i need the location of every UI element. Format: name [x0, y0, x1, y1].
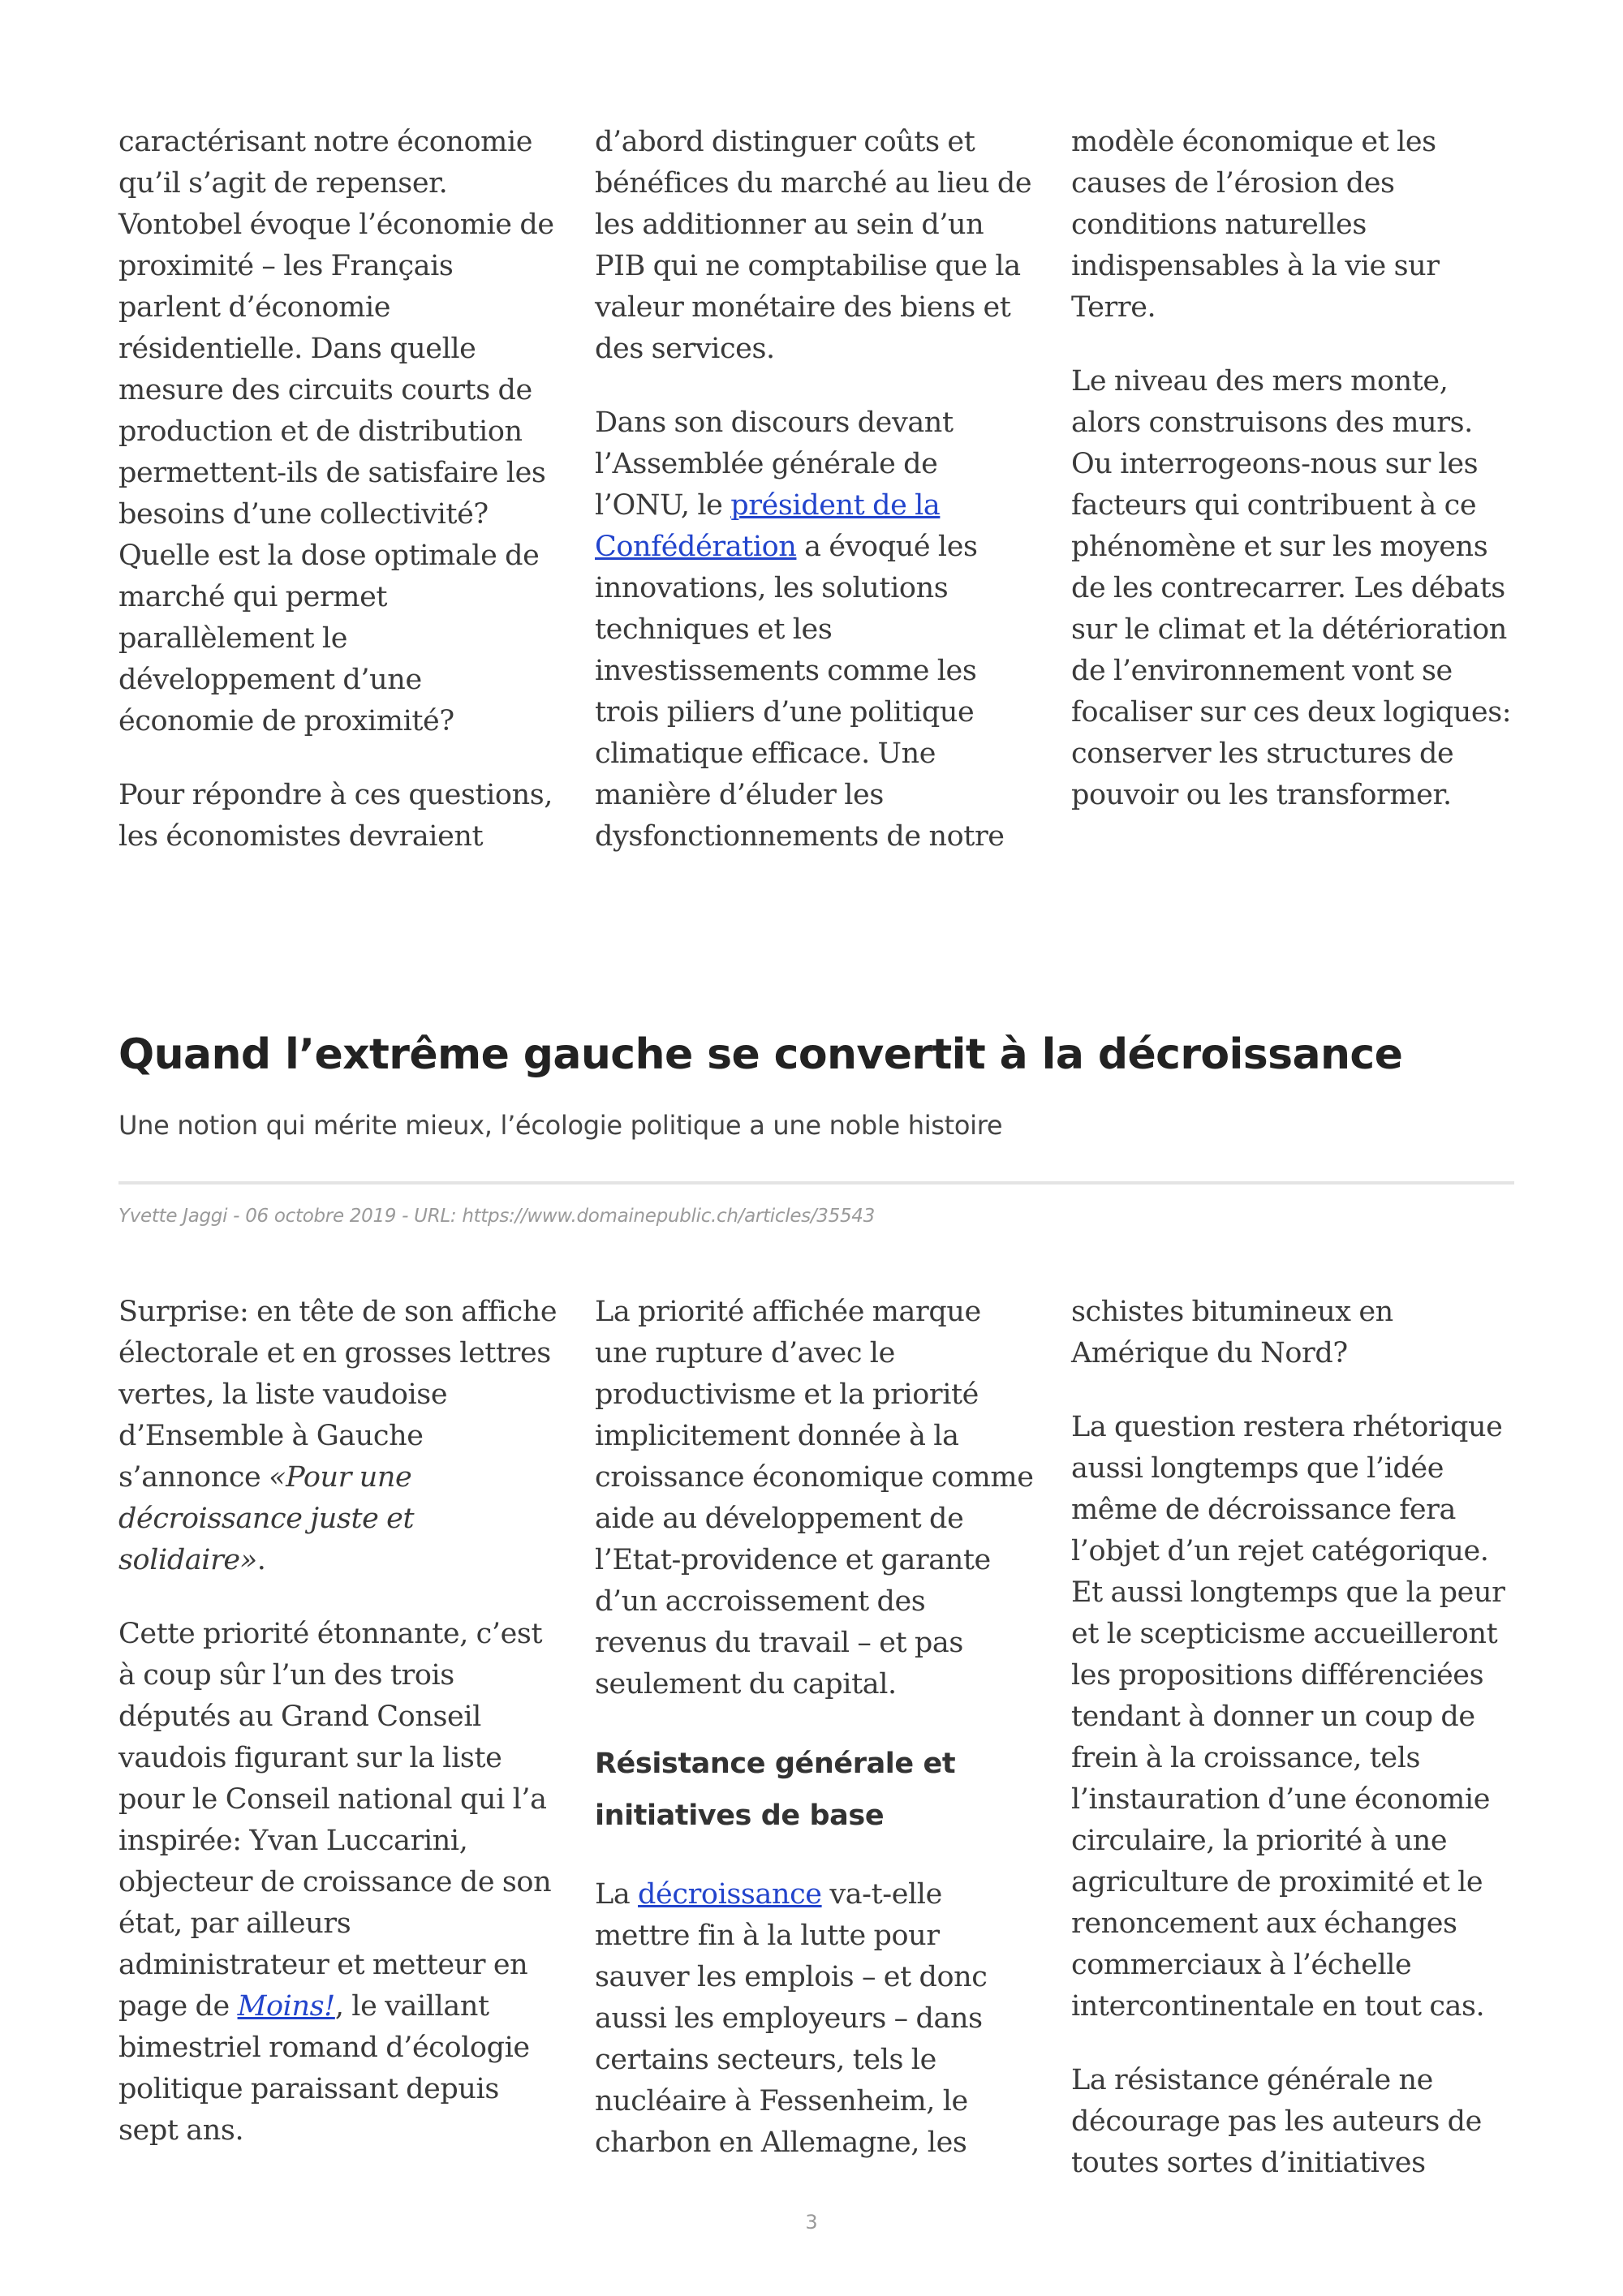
paragraph: d’abord distinguer coûts et bénéfices du marché au lieu de les additionner au sein d’un PIB qui ne comptabilise que la valeur monétaire des biens et des services.	[595, 126, 1032, 365]
paragraph: La résistance générale ne décourage pas les auteurs de toutes sortes d’initiatives	[1071, 2064, 1482, 2179]
text-run: a évoqué les innovations, les solutions techniques et les investissements comme les trois piliers d’une politique climatique efficace. Une manière d’éluder les dysfonctionnements de notre	[595, 531, 1005, 853]
paragraph: modèle économique et les causes de l’érosion des conditions naturelles indispensables à la vie sur Terre.	[1071, 126, 1440, 324]
text-run: La	[595, 1878, 639, 1911]
page-number: 3	[805, 2211, 818, 2234]
text-run: Dans son discours devant l’Assemblée générale de l’ONU, le	[595, 406, 954, 522]
link-decroissance[interactable]: décroissance	[638, 1878, 822, 1911]
paragraph: Pour répondre à ces questions, les économistes devraient	[118, 779, 553, 853]
paragraph: La priorité affichée marque une rupture d’avec le productivisme et la priorité implicitement donnée à la croissance économique comme aide au développement de l’Etat-providence et garante d’un accroissement des revenus du travail – et pas seulement du capital.	[595, 1296, 1034, 1701]
article-title: Quand l’extrême gauche se convertit à la décroissance	[118, 1030, 1403, 1079]
paragraph	[595, 402, 1037, 858]
column-1	[118, 1292, 561, 2184]
article-subtitle: Une notion qui mérite mieux, l’écologie politique a une noble histoire	[118, 1110, 1003, 1141]
paragraph	[118, 1292, 561, 1581]
paragraph: caractérisant notre économie qu’il s’agit de repenser. Vontobel évoque l’économie de proximité – les Français parlent d’économie résidentielle. Dans quelle mesure des circuits courts de production et de distribution permettent-ils de satisfaire les besoins d’une collectivité? Quelle est la dose optimale de marché qui permet parallèlement le développement d’une économie de proximité?	[118, 126, 554, 737]
column-2	[595, 1292, 1037, 2184]
paragraph: schistes bitumineux en Amérique du Nord?	[1071, 1296, 1393, 1369]
continued-article-columns	[118, 122, 1514, 858]
column-3	[1071, 122, 1513, 858]
paragraph	[595, 1874, 1037, 2164]
text-run: .	[256, 1544, 266, 1576]
link-president-confederation[interactable]: président de la Confédération	[595, 489, 941, 563]
article-meta: Yvette Jaggi - 06 octobre 2019 - URL: https://www.domainepublic.ch/articles/35543	[118, 1206, 875, 1227]
link-moins[interactable]	[238, 1990, 335, 2023]
italic-quote: «Pour une décroissance juste et solidaire»	[118, 1461, 415, 1576]
paragraph	[118, 1614, 561, 2152]
paragraph: La question restera rhétorique aussi longtemps que l’idée même de décroissance fera l’objet d’un rejet catégorique. Et aussi longtemps que la peur et le scepticisme accueilleront les propositions différenciées tendant à donner un coup de frein à la croissance, tels l’instauration d’une économie circulaire, la priorité à une agriculture de proximité et le renoncement aux échanges commerciaux à l’échelle intercontinentale en tout cas.	[1071, 1411, 1505, 2023]
text-run: Surprise: en tête de son affiche électorale et en grosses lettres vertes, la liste vaudoise d’Ensemble à Gauche s’annonce	[118, 1296, 558, 1494]
column-3	[1071, 1292, 1513, 2184]
paragraph: Le niveau des mers monte, alors construisons des murs. Ou interrogeons-nous sur les facteurs qui contribuent à ce phénomène et sur les moyens de les contrecarrer. Les débats sur le climat et la détérioration de l’environnement vont se focaliser sur ces deux logiques: conserver les structures de pouvoir ou les transformer.	[1071, 365, 1512, 811]
text-run: , le vaillant bimestriel romand d’écologie politique paraissant depuis sept ans.	[118, 1990, 530, 2147]
text-run: va-t-elle mettre fin à la lutte pour sauver les emplois – et donc aussi les employeurs – dans certains secteurs, tels le nucléaire à Fessenheim, le charbon en Allemagne, les	[595, 1878, 988, 2159]
column-1	[118, 122, 561, 858]
link-text: Moins!	[237, 1990, 335, 2023]
text-run: Cette priorité étonnante, c’est à coup sûr l’un des trois députés au Grand Conseil vaudois figurant sur la liste pour le Conseil national qui l’a inspirée: Yvan Luccarini, objecteur de croissance de son état, par ailleurs administrateur et metteur en page de	[118, 1618, 552, 2023]
column-2	[595, 122, 1037, 858]
divider	[118, 1181, 1514, 1185]
article-columns	[118, 1292, 1514, 2184]
section-heading: Résistance générale et initiatives de base	[595, 1748, 956, 1832]
